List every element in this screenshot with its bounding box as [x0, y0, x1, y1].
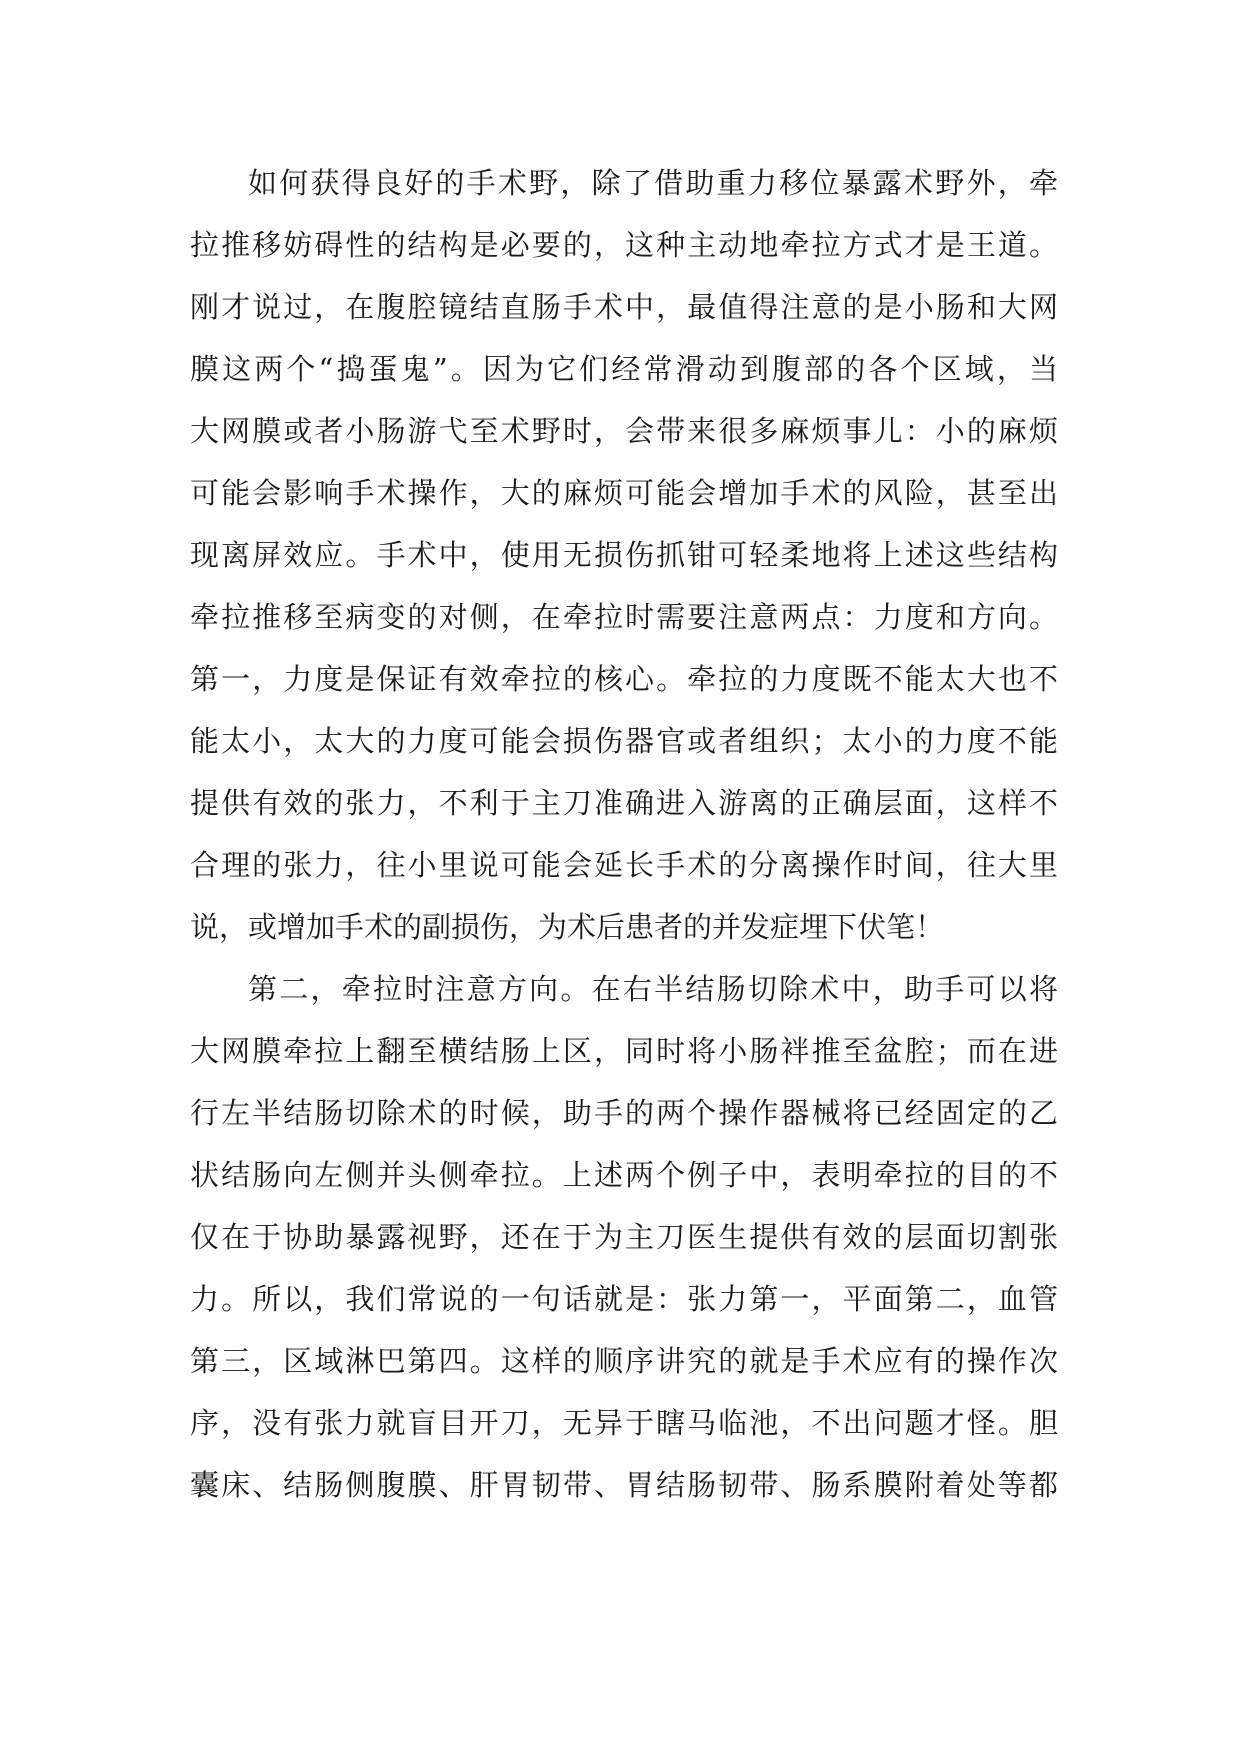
text-line: 膜这两个“捣蛋鬼”。因为它们经常滑动到腹部的各个区域，当 [190, 352, 1058, 386]
text-line: 大网膜牵拉上翻至横结肠上区，同时将小肠袢推至盆腔；而在进 [190, 1034, 1058, 1068]
text-line: 合理的张力，往小里说可能会延长手术的分离操作时间，往大里 [190, 848, 1058, 882]
text-line: 大网膜或者小肠游弋至术野时，会带来很多麻烦事儿：小的麻烦 [190, 414, 1058, 448]
text-line: 刚才说过，在腹腔镜结直肠手术中，最值得注意的是小肠和大网 [190, 290, 1058, 324]
text-line: 序，没有张力就盲目开刀，无异于瞎马临池，不出问题才怪。胆 [190, 1406, 1058, 1440]
text-line: 第二，牵拉时注意方向。在右半结肠切除术中，助手可以将 [248, 972, 1058, 1006]
text-line: 第一，力度是保证有效牵拉的核心。牵拉的力度既不能太大也不 [190, 662, 1058, 696]
text-line: 现离屏效应。手术中，使用无损伤抓钳可轻柔地将上述这些结构 [190, 538, 1058, 572]
text-line: 囊床、结肠侧腹膜、肝胃韧带、胃结肠韧带、肠系膜附着处等都 [190, 1468, 1058, 1502]
text-line: 如何获得良好的手术野，除了借助重力移位暴露术野外，牵 [248, 166, 1058, 200]
text-line: 可能会影响手术操作，大的麻烦可能会增加手术的风险，甚至出 [190, 476, 1058, 510]
text-line: 仅在于协助暴露视野，还在于为主刀医生提供有效的层面切割张 [190, 1220, 1058, 1254]
body-text [190, 152, 1058, 1516]
text-line: 牵拉推移至病变的对侧，在牵拉时需要注意两点：力度和方向。 [190, 600, 1058, 634]
text-line: 行左半结肠切除术的时候，助手的两个操作器械将已经固定的乙 [190, 1096, 1058, 1130]
text-line: 提供有效的张力，不利于主刀准确进入游离的正确层面，这样不 [190, 786, 1058, 820]
text-line: 力。所以，我们常说的一句话就是：张力第一，平面第二，血管 [190, 1282, 1058, 1316]
text-line: 能太小，太大的力度可能会损伤器官或者组织；太小的力度不能 [190, 724, 1058, 758]
text-line: 状结肠向左侧并头侧牵拉。上述两个例子中，表明牵拉的目的不 [190, 1158, 1058, 1192]
text-line: 说，或增加手术的副损伤，为术后患者的并发症埋下伏笔！ [190, 910, 945, 944]
text-line: 第三，区域淋巴第四。这样的顺序讲究的就是手术应有的操作次 [190, 1344, 1058, 1378]
text-line: 拉推移妨碍性的结构是必要的，这种主动地牵拉方式才是王道。 [190, 228, 1058, 262]
